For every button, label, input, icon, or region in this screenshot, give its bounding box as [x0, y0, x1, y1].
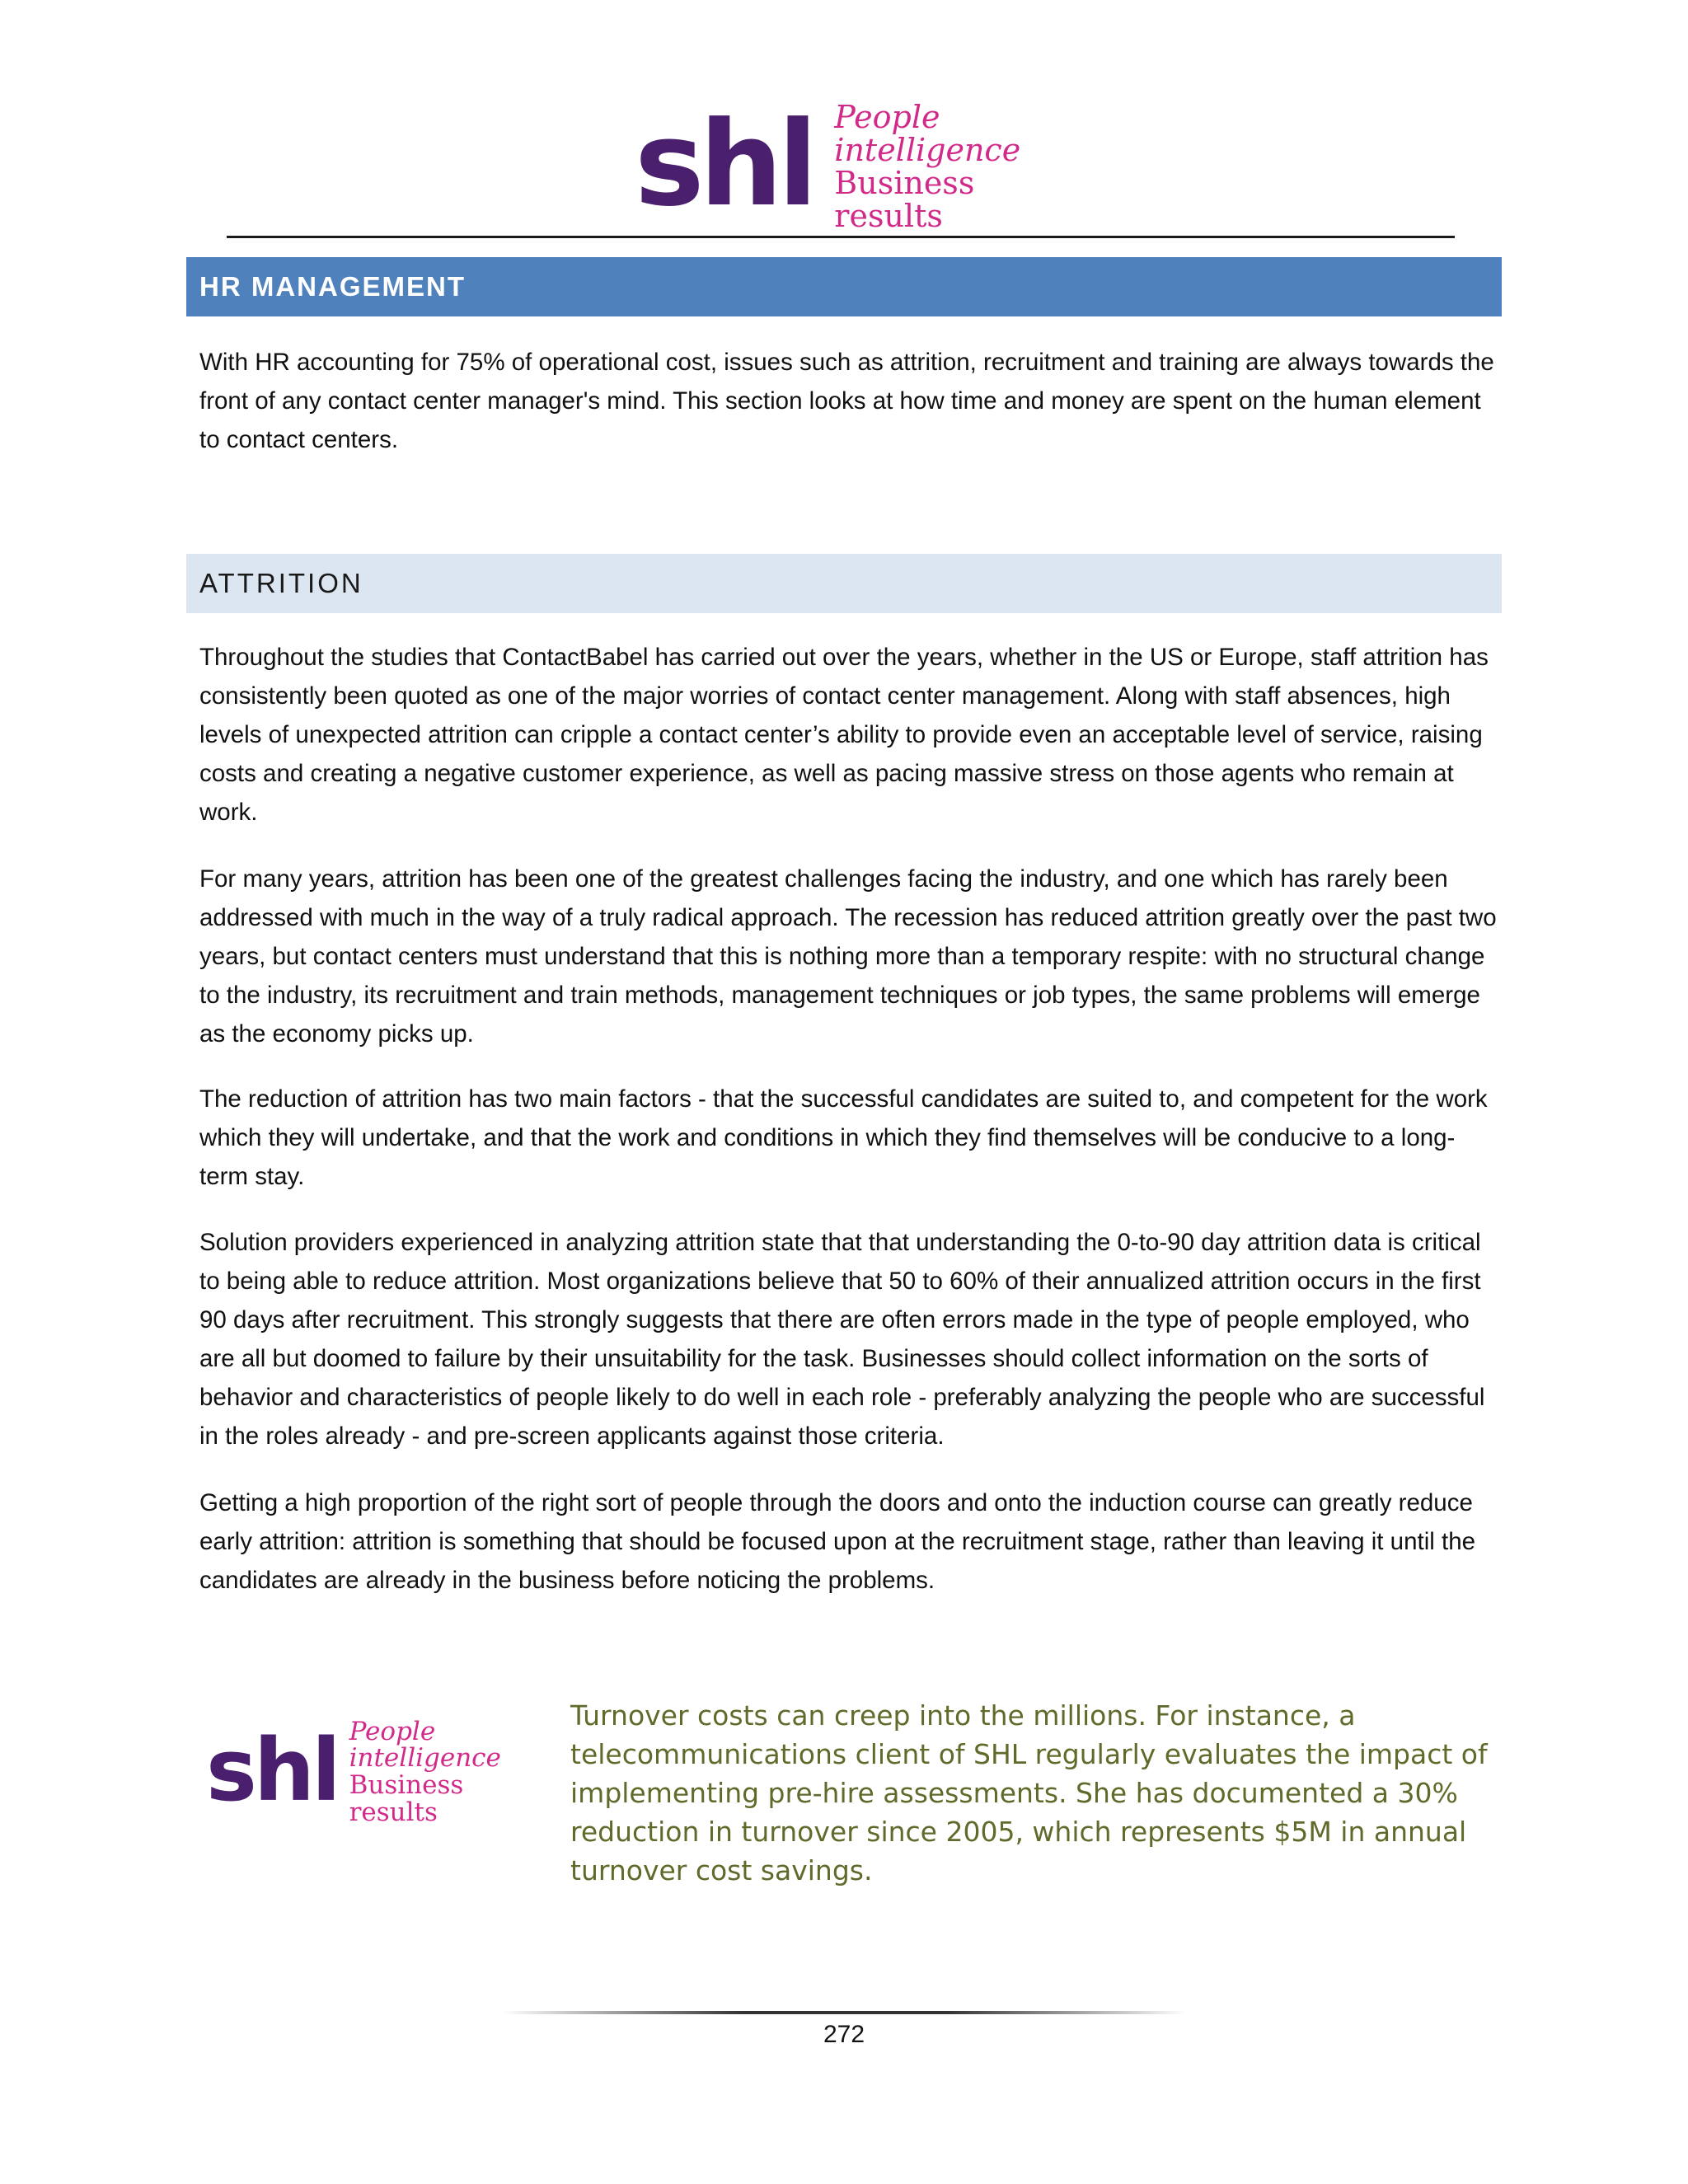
logo-tagline: [834, 101, 1063, 233]
hr-management-heading-bar: [186, 257, 1502, 316]
attrition-heading-bar: [186, 554, 1502, 613]
hr-management-intro: With HR accounting for 75% of operational cost, issues such as attrition, recruitment and training are always towards the front of any contact center manager's mind. This section looks at how time and money are spent on the human element to contact centers.: [199, 349, 1494, 453]
attrition-heading: ATTRITION: [199, 568, 363, 598]
logo-tagline-line2: Business results: [834, 165, 975, 234]
header-divider: [227, 236, 1455, 238]
callout-logo-wordmark: shl: [206, 1720, 338, 1821]
attrition-paragraph: Solution providers experienced in analyzing attrition state that that understanding the 0-to-90 day attrition data is critical to being able to reduce attrition. Most organizations believe that 50 to 60% of their annualized attrition occurs in the first 90 days after recruitment. This strongly suggests that there are often errors made in the type of people employed, who are all but doomed to failure by their unsuitability for the task. Businesses should collect information on the sorts of behavior and characteristics of people likely to do well in each role - preferably analyzing the people who are successful in the roles already - and pre-screen applicants against those criteria.: [199, 1229, 1485, 1450]
callout-logo-tagline-line2: Business results: [349, 1770, 464, 1827]
callout-quote: Turnover costs can creep into the millions. For instance, a telecommunications client of SHL regularly evaluates the impact of implementing pre-hire assessments. She has documented a 30% reduction in turnover since 2005, which represents $5M in annual turnover cost savings.: [570, 1699, 1488, 1886]
footer-divider: [503, 2011, 1187, 2014]
logo-wordmark: shl: [635, 96, 814, 232]
callout-logo-tagline-line1: People intelligence: [349, 1716, 501, 1774]
page-number: 272: [823, 2021, 865, 2048]
callout-logo-tagline: [349, 1718, 552, 1825]
shl-header-logo: [635, 96, 1063, 234]
attrition-paragraph: Throughout the studies that ContactBabel has carried out over the years, whether in the US or Europe, staff attrition has consistently been quoted as one of the major worries of contact center management. Along with staff absences, high levels of unexpected attrition can cripple a contact center’s ability to provide even an acceptable level of service, raising costs and creating a negative customer experience, as well as pacing massive stress on those agents who remain at work.: [199, 644, 1489, 826]
attrition-paragraph: Getting a high proportion of the right sort of people through the doors and onto the induction course can greatly reduce early attrition: attrition is something that should be focused upon at the recruitment stage, rather than leaving it until the candidates are already in the business before noticing the problems.: [199, 1489, 1476, 1594]
attrition-paragraph: For many years, attrition has been one of the greatest challenges facing the industry, and one which has rarely been addressed with much in the way of a truly radical approach. The recession has reduced attrition greatly over the past two years, but contact centers must understand that this is nothing more than a temporary respite: with no structural change to the industry, its recruitment and train methods, management techniques or job types, the same problems will emerge as the economy picks up.: [199, 865, 1497, 1047]
logo-tagline-line1: People intelligence: [834, 99, 1021, 169]
attrition-paragraph: The reduction of attrition has two main factors - that the successful candidates are suited to, and competent for the work which they will undertake, and that the work and conditions in which they find themselves will be conducive to a long-term stay.: [199, 1085, 1488, 1190]
hr-management-heading: HR MANAGEMENT: [199, 271, 466, 302]
shl-callout-logo: [206, 1716, 552, 1827]
